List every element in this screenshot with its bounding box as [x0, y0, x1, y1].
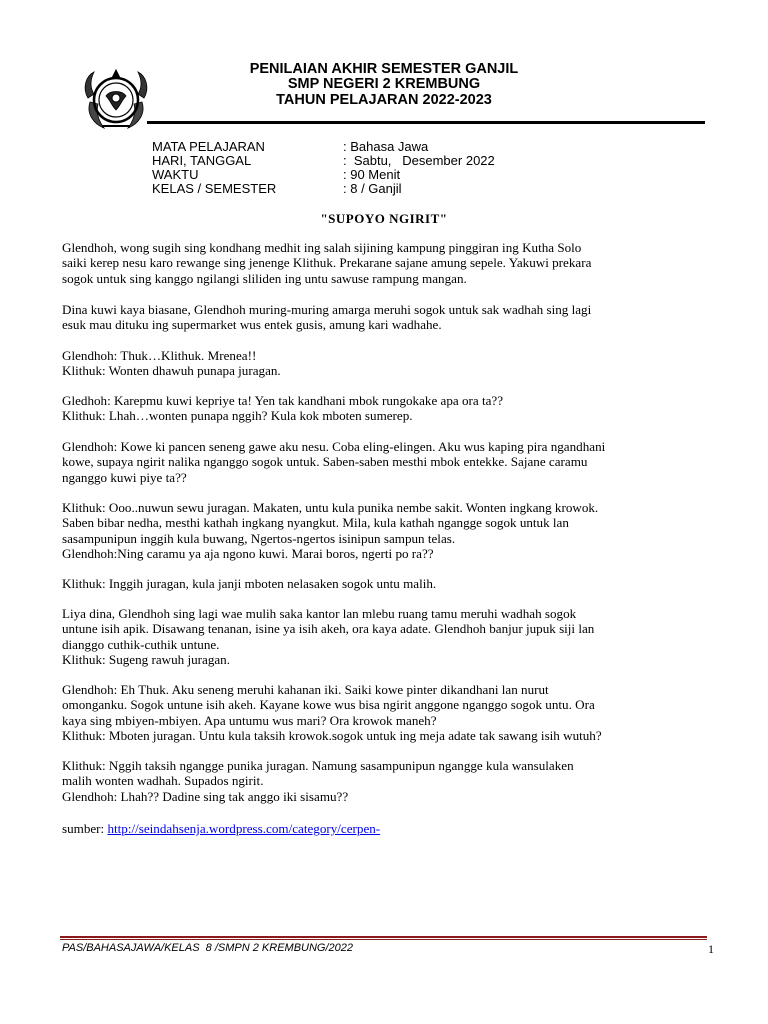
paragraph: [62, 576, 717, 591]
paragraph: [62, 682, 717, 743]
text-line: Glendhoh: Eh Thuk. Aku seneng meruhi kahanan iki. Saiki kowe pinter dikandhani lan nurut: [62, 682, 549, 697]
text-line: Klithuk: Mboten juragan. Untu kula taksih krowok.sogok untuk ing meja adate tak sawang isih wutuh?: [62, 727, 602, 743]
text-line: kowe, supaya ngirit nalika nganggo sogok untuk. Saben-saben mesthi mbok entekke. Sajane caramu: [62, 454, 588, 470]
info-label: WAKTU: [152, 167, 199, 182]
text-line: Klithuk: Lhah…wonten punapa nggih? Kula kok mboten sumerep.: [62, 408, 413, 424]
info-label: KELAS / SEMESTER: [152, 181, 277, 196]
text-line: Klithuk: Ooo..nuwun sewu juragan. Makaten, untu kula punika nembe sakit. Wonten ingkang krowok.: [62, 500, 599, 515]
text-line: malih wonten wadhah. Supados ngirit.: [62, 773, 264, 789]
paragraph: [62, 393, 717, 424]
text-line: Gledhoh: Karepmu kuwi kepriye ta! Yen tak kandhani mbok rungokake apa ora ta??: [62, 393, 504, 408]
source-line: [62, 821, 380, 836]
text-line: sogok untuk sing kanggo ngilangi sliliden ing untu sawuse rampung mangan.: [62, 270, 467, 286]
text-line: Glendhoh: Kowe ki pancen seneng gawe aku nesu. Coba eling-elingen. Aku wus kaping pira ngandhani: [62, 439, 606, 454]
info-label: HARI, TANGGAL: [152, 153, 252, 168]
text-line: Glendhoh:Ning caramu ya aja ngono kuwi. Marai boros, ngerti po ra??: [62, 545, 434, 561]
academic-year: TAHUN PELAJARAN 2022-2023: [276, 92, 492, 108]
text-line: untune isih apik. Disawang tenanan, isine ya isih akeh, ora kaya adate. Glendhoh banjur jupuk siji lan: [62, 621, 595, 637]
text-line: omonganku. Sogok untune isih akeh. Kayane kowe wus bisa ngirit anggone nganggo sogok untu. Ora: [62, 697, 595, 713]
paragraph: [62, 240, 717, 286]
text-line: Klithuk: Wonten dhawuh punapa juragan.: [62, 363, 281, 379]
paragraph: [62, 439, 717, 485]
info-label: MATA PELAJARAN: [152, 139, 265, 154]
header-divider: [147, 121, 705, 124]
page-number: 1: [708, 942, 714, 956]
text-line: saiki kerep nesu karo rewange sing jenenge Klithuk. Prekarane sajane amung sepele. Yakuwi prekara: [62, 255, 592, 271]
footer-divider: [60, 936, 707, 938]
text-line: dianggo cuthik-cuthik untune.: [62, 636, 220, 652]
text-line: Klithuk: Inggih juragan, kula janji mboten nelasaken sogok untu malih.: [62, 576, 437, 591]
paragraph: [62, 302, 717, 333]
footer-divider-thin: [60, 939, 707, 940]
text-line: Glendhoh, wong sugih sing kondhang medhit ing salah sijining kampung pinggiran ing Kutha Solo: [62, 240, 582, 255]
source-link[interactable]: http://seindahsenja.wordpress.com/category/cerpen-: [107, 821, 381, 836]
paragraph: [62, 500, 717, 561]
text-line: Klithuk: Nggih taksih ngangge punika juragan. Namung sasampunipun ngangge kula wansulaken: [62, 758, 574, 773]
text-line: sasampunipun inggih kula buwang, Ngertos-ngertos isinipun sampun telas.: [62, 530, 456, 546]
text-line: Liya dina, Glendhoh sing lagi wae mulih saka kantor lan mlebu ruang tamu meruhi wadhah sogok: [62, 606, 577, 621]
info-value: : 8 / Ganjil: [343, 181, 402, 196]
text-line: Dina kuwi kaya biasane, Glendhoh muring-muring amarga meruhi sogok untuk sak wadhah sing lagi: [62, 302, 592, 317]
story-title: "SUPOYO NGIRIT": [320, 211, 448, 226]
paragraph: [62, 758, 717, 804]
paragraph: [62, 348, 717, 379]
text-line: Glendhoh: Lhah?? Dadine sing tak anggo iki sisamu??: [62, 788, 349, 804]
school-name: SMP NEGERI 2 KREMBUNG: [287, 76, 481, 92]
info-value: : 90 Menit: [343, 167, 401, 182]
source-label: sumber:: [62, 821, 108, 836]
footer-text: PAS/BAHASAJAWA/KELAS 8 /SMPN 2 KREMBUNG/2022: [62, 942, 354, 954]
info-value: : Sabtu, Desember 2022: [343, 153, 495, 168]
text-line: Klithuk: Sugeng rawuh juragan.: [62, 651, 231, 667]
info-value: : Bahasa Jawa: [343, 139, 429, 154]
text-line: nganggo kuwi piye ta??: [62, 469, 187, 485]
text-line: esuk mau dituku ing supermarket wus entek gusis, amung kari wadhahe.: [62, 317, 442, 333]
exam-title: PENILAIAN AKHIR SEMESTER GANJIL: [249, 61, 519, 77]
text-line: kaya sing mbiyen-mbiyen. Apa untumu wus mari? Ora krowok maneh?: [62, 712, 437, 728]
text-line: Glendhoh: Thuk…Klithuk. Mrenea!!: [62, 348, 257, 363]
text-line: Saben bibar nedha, mesthi kathah ingkang nyangkut. Mila, kula kathah ngangge sogok untuk lan: [62, 515, 569, 531]
paragraph: [62, 606, 717, 667]
